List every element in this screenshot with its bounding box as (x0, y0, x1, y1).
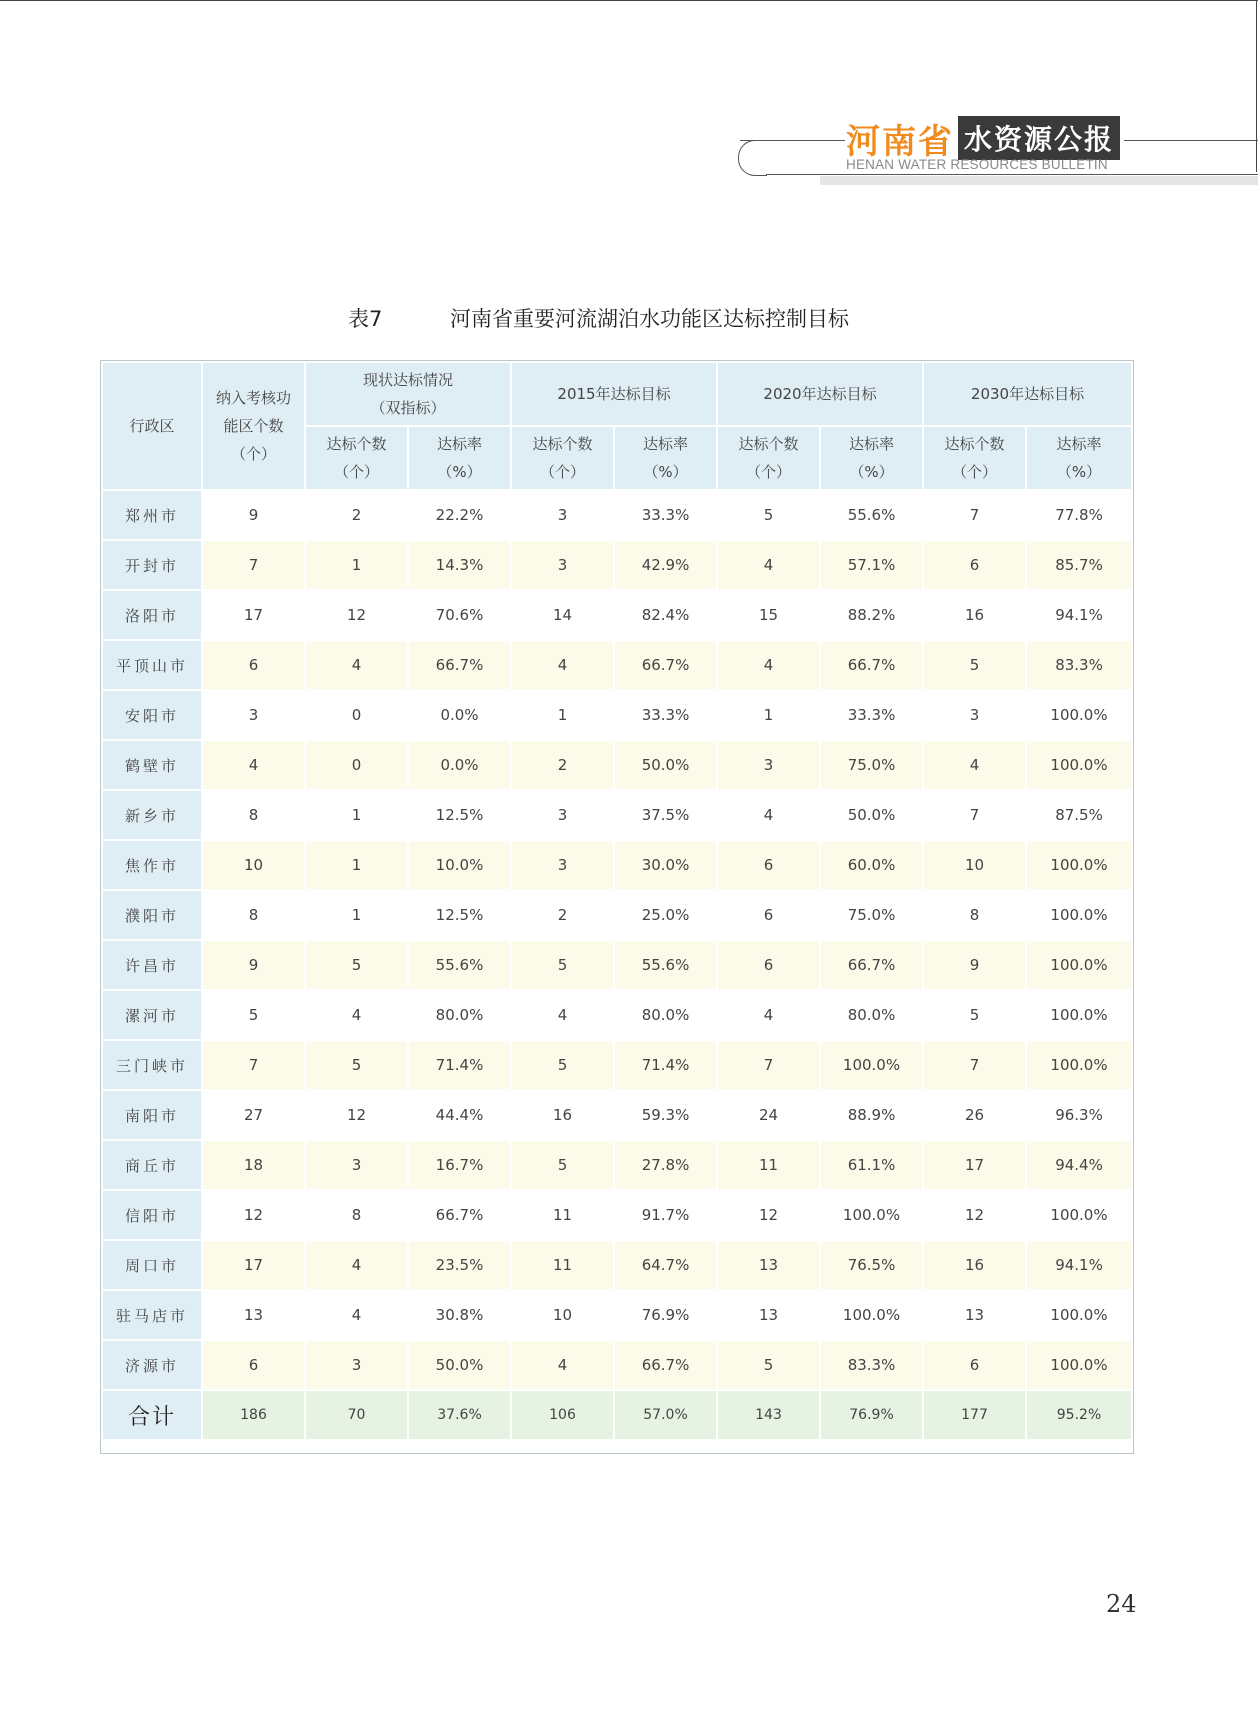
header-current-line1: 现状达标情况 (363, 371, 454, 389)
cell-2030-rate: 100.0% (1027, 1191, 1131, 1239)
cell-2030-count: 9 (924, 941, 1025, 989)
cell-current-count: 3 (306, 1141, 407, 1189)
cell-assessed: 6 (203, 641, 304, 689)
cell-2015-count: 4 (512, 991, 613, 1039)
subheader-count-unit: （个） (540, 463, 586, 481)
region-name-cell: 信阳市 (103, 1191, 201, 1239)
cell-current-count: 4 (306, 991, 407, 1039)
region-name-cell: 鹤壁市 (103, 741, 201, 789)
region-name-cell: 开封市 (103, 541, 201, 589)
cell-current-count: 2 (306, 491, 407, 539)
masthead-curve (738, 140, 767, 176)
cell-2015-count: 1 (512, 691, 613, 739)
cell-2030-count: 7 (924, 491, 1025, 539)
top-border-line (0, 0, 1258, 1)
cell-current-count: 1 (306, 541, 407, 589)
cell-2030-rate: 100.0% (1027, 1291, 1131, 1339)
subheader-rate-unit: （%） (1056, 463, 1102, 481)
subheader-2020-rate (821, 427, 922, 489)
cell-2020-rate: 100.0% (821, 1291, 922, 1339)
cell-2015-count: 3 (512, 541, 613, 589)
cell-assessed: 17 (203, 1241, 304, 1289)
header-assessed-line3: （个） (230, 445, 276, 463)
table-title: 河南省重要河流湖泊水功能区达标控制目标 (450, 307, 849, 331)
cell-2015-count: 16 (512, 1091, 613, 1139)
cell-2015-count: 11 (512, 1191, 613, 1239)
total-cell-2030-count: 177 (924, 1391, 1025, 1439)
cell-assessed: 18 (203, 1141, 304, 1189)
cell-2020-rate: 88.2% (821, 591, 922, 639)
total-cell-2020-rate: 76.9% (821, 1391, 922, 1439)
cell-2020-count: 13 (718, 1241, 819, 1289)
cell-current-rate: 12.5% (409, 791, 510, 839)
total-cell-2015-rate: 57.0% (615, 1391, 716, 1439)
cell-2015-count: 2 (512, 891, 613, 939)
cell-2030-count: 17 (924, 1141, 1025, 1189)
table-row (103, 791, 1131, 839)
cell-current-count: 0 (306, 741, 407, 789)
cell-2030-rate: 94.1% (1027, 1241, 1131, 1289)
cell-current-count: 0 (306, 691, 407, 739)
header-target-2020: 2020年达标目标 (718, 363, 922, 425)
cell-current-rate: 55.6% (409, 941, 510, 989)
cell-2030-count: 7 (924, 1041, 1025, 1089)
table-row (103, 991, 1131, 1039)
cell-2020-rate: 100.0% (821, 1041, 922, 1089)
cell-2030-count: 16 (924, 1241, 1025, 1289)
region-name-cell: 平顶山市 (103, 641, 201, 689)
cell-2015-count: 5 (512, 1041, 613, 1089)
region-name-cell: 商丘市 (103, 1141, 201, 1189)
table-number: 表7 (348, 307, 383, 331)
cell-current-count: 1 (306, 791, 407, 839)
cell-2015-count: 4 (512, 1341, 613, 1389)
subheader-2030-count (924, 427, 1025, 489)
subheader-2015-count (512, 427, 613, 489)
masthead-rule-right (1124, 140, 1258, 141)
table-body (103, 491, 1131, 1439)
cell-assessed: 3 (203, 691, 304, 739)
cell-2015-count: 5 (512, 941, 613, 989)
cell-2015-count: 3 (512, 841, 613, 889)
header-current-line2: （双指标） (370, 399, 446, 417)
cell-2020-count: 3 (718, 741, 819, 789)
cell-2020-count: 1 (718, 691, 819, 739)
subheader-rate-unit: （%） (437, 463, 482, 481)
region-name-cell: 许昌市 (103, 941, 201, 989)
subheader-count-unit: （个） (952, 463, 998, 481)
subheader-count-label: 达标个数 (326, 435, 387, 453)
cell-2020-count: 5 (718, 491, 819, 539)
subheader-count-label: 达标个数 (944, 435, 1005, 453)
table-row (103, 1291, 1131, 1339)
subheader-count-unit: （个） (333, 463, 379, 481)
cell-2030-rate: 87.5% (1027, 791, 1131, 839)
function-zone-target-table (101, 361, 1133, 1441)
cell-2030-rate: 100.0% (1027, 691, 1131, 739)
cell-2030-rate: 100.0% (1027, 1341, 1131, 1389)
cell-2030-count: 6 (924, 541, 1025, 589)
cell-assessed: 4 (203, 741, 304, 789)
header-current (306, 363, 510, 425)
cell-2020-count: 4 (718, 541, 819, 589)
region-name-cell: 南阳市 (103, 1091, 201, 1139)
cell-2020-rate: 50.0% (821, 791, 922, 839)
cell-current-rate: 66.7% (409, 1191, 510, 1239)
cell-current-rate: 0.0% (409, 741, 510, 789)
subheader-current-rate (409, 427, 510, 489)
cell-2015-rate: 50.0% (615, 741, 716, 789)
header-assessed (203, 363, 304, 489)
cell-2030-rate: 100.0% (1027, 891, 1131, 939)
header-region-label: 行政区 (129, 417, 175, 435)
cell-2020-rate: 60.0% (821, 841, 922, 889)
region-name-cell: 新乡市 (103, 791, 201, 839)
cell-2015-rate: 66.7% (615, 1341, 716, 1389)
cell-2030-count: 13 (924, 1291, 1025, 1339)
cell-current-rate: 0.0% (409, 691, 510, 739)
cell-2020-rate: 55.6% (821, 491, 922, 539)
cell-2015-rate: 27.8% (615, 1141, 716, 1189)
cell-2015-rate: 30.0% (615, 841, 716, 889)
subheader-count-label: 达标个数 (532, 435, 593, 453)
total-cell-2015-count: 106 (512, 1391, 613, 1439)
table-row (103, 1141, 1131, 1189)
cell-2015-rate: 71.4% (615, 1041, 716, 1089)
masthead-title-province: 河南省 (846, 121, 954, 162)
cell-assessed: 27 (203, 1091, 304, 1139)
subheader-rate-label: 达标率 (643, 435, 689, 453)
region-name-cell: 周口市 (103, 1241, 201, 1289)
cell-2030-rate: 100.0% (1027, 991, 1131, 1039)
cell-2015-count: 3 (512, 491, 613, 539)
cell-current-count: 5 (306, 1041, 407, 1089)
subheader-2020-count (718, 427, 819, 489)
cell-assessed: 7 (203, 1041, 304, 1089)
cell-2030-rate: 85.7% (1027, 541, 1131, 589)
cell-2030-count: 16 (924, 591, 1025, 639)
table-row (103, 1341, 1131, 1389)
cell-current-rate: 22.2% (409, 491, 510, 539)
table-row (103, 891, 1131, 939)
cell-2030-rate: 100.0% (1027, 941, 1131, 989)
cell-assessed: 5 (203, 991, 304, 1039)
cell-2020-count: 4 (718, 641, 819, 689)
masthead-title-bulletin: 水资源公报 (958, 116, 1120, 160)
cell-current-count: 12 (306, 591, 407, 639)
table-row (103, 1091, 1131, 1139)
cell-2020-rate: 75.0% (821, 891, 922, 939)
cell-2015-rate: 91.7% (615, 1191, 716, 1239)
cell-2015-rate: 33.3% (615, 691, 716, 739)
cell-2030-count: 12 (924, 1191, 1025, 1239)
cell-2020-count: 11 (718, 1141, 819, 1189)
cell-2020-rate: 75.0% (821, 741, 922, 789)
cell-current-rate: 12.5% (409, 891, 510, 939)
table-row (103, 1241, 1131, 1289)
cell-assessed: 10 (203, 841, 304, 889)
cell-2020-rate: 76.5% (821, 1241, 922, 1289)
cell-2030-count: 8 (924, 891, 1025, 939)
cell-2030-rate: 94.4% (1027, 1141, 1131, 1189)
region-name-cell: 驻马店市 (103, 1291, 201, 1339)
cell-2030-count: 4 (924, 741, 1025, 789)
total-label-cell: 合计 (103, 1391, 201, 1439)
cell-current-rate: 50.0% (409, 1341, 510, 1389)
table-row (103, 841, 1131, 889)
cell-current-count: 4 (306, 1241, 407, 1289)
cell-2015-count: 4 (512, 641, 613, 689)
cell-2015-count: 2 (512, 741, 613, 789)
cell-2015-rate: 55.6% (615, 941, 716, 989)
subheader-rate-label: 达标率 (849, 435, 895, 453)
masthead-title (846, 116, 1120, 160)
cell-2030-rate: 94.1% (1027, 591, 1131, 639)
cell-2030-count: 6 (924, 1341, 1025, 1389)
cell-2030-rate: 100.0% (1027, 841, 1131, 889)
table-frame (100, 360, 1134, 1454)
cell-2020-rate: 66.7% (821, 941, 922, 989)
cell-current-rate: 71.4% (409, 1041, 510, 1089)
cell-2020-rate: 57.1% (821, 541, 922, 589)
table-row (103, 1041, 1131, 1089)
subheader-2015-rate (615, 427, 716, 489)
table-row (103, 491, 1131, 539)
cell-2030-count: 5 (924, 991, 1025, 1039)
header-assessed-line2: 能区个数 (223, 417, 284, 435)
cell-2015-count: 11 (512, 1241, 613, 1289)
cell-2020-count: 4 (718, 991, 819, 1039)
page-number: 24 (1106, 1590, 1137, 1618)
cell-2015-count: 3 (512, 791, 613, 839)
region-name-cell: 洛阳市 (103, 591, 201, 639)
total-cell-current-rate: 37.6% (409, 1391, 510, 1439)
cell-assessed: 12 (203, 1191, 304, 1239)
region-name-cell: 漯河市 (103, 991, 201, 1039)
total-cell-2030-rate: 95.2% (1027, 1391, 1131, 1439)
cell-2020-rate: 66.7% (821, 641, 922, 689)
cell-2020-rate: 33.3% (821, 691, 922, 739)
cell-2015-rate: 80.0% (615, 991, 716, 1039)
subheader-rate-label: 达标率 (437, 435, 483, 453)
cell-current-rate: 44.4% (409, 1091, 510, 1139)
cell-2015-rate: 42.9% (615, 541, 716, 589)
subheader-2030-rate (1027, 427, 1131, 489)
cell-2015-count: 5 (512, 1141, 613, 1189)
header-region (103, 363, 201, 489)
cell-2030-rate: 100.0% (1027, 1041, 1131, 1089)
cell-2030-rate: 83.3% (1027, 641, 1131, 689)
cell-assessed: 17 (203, 591, 304, 639)
cell-2020-count: 15 (718, 591, 819, 639)
cell-current-count: 1 (306, 841, 407, 889)
cell-assessed: 9 (203, 491, 304, 539)
cell-2015-rate: 25.0% (615, 891, 716, 939)
header-target-2030: 2030年达标目标 (924, 363, 1131, 425)
cell-2020-count: 6 (718, 891, 819, 939)
cell-assessed: 8 (203, 791, 304, 839)
cell-2020-count: 4 (718, 791, 819, 839)
masthead-rule-left (740, 140, 845, 141)
cell-2020-count: 5 (718, 1341, 819, 1389)
subheader-count-unit: （个） (746, 463, 792, 481)
table-row (103, 641, 1131, 689)
cell-2015-rate: 76.9% (615, 1291, 716, 1339)
cell-current-count: 4 (306, 641, 407, 689)
cell-current-rate: 30.8% (409, 1291, 510, 1339)
cell-current-rate: 10.0% (409, 841, 510, 889)
cell-2030-rate: 100.0% (1027, 741, 1131, 789)
cell-2020-rate: 83.3% (821, 1341, 922, 1389)
cell-2020-count: 12 (718, 1191, 819, 1239)
cell-2015-rate: 66.7% (615, 641, 716, 689)
cell-assessed: 6 (203, 1341, 304, 1389)
cell-2020-rate: 80.0% (821, 991, 922, 1039)
cell-assessed: 8 (203, 891, 304, 939)
table-row (103, 941, 1131, 989)
cell-2015-rate: 33.3% (615, 491, 716, 539)
table-row (103, 741, 1131, 789)
cell-2015-rate: 37.5% (615, 791, 716, 839)
table-row (103, 691, 1131, 739)
region-name-cell: 三门峡市 (103, 1041, 201, 1089)
subheader-rate-label: 达标率 (1056, 435, 1102, 453)
cell-current-rate: 16.7% (409, 1141, 510, 1189)
subheader-current-count (306, 427, 407, 489)
cell-2015-rate: 64.7% (615, 1241, 716, 1289)
cell-2030-count: 5 (924, 641, 1025, 689)
masthead (740, 110, 1258, 190)
cell-current-rate: 70.6% (409, 591, 510, 639)
cell-2015-count: 10 (512, 1291, 613, 1339)
subheader-count-label: 达标个数 (738, 435, 799, 453)
region-name-cell: 郑州市 (103, 491, 201, 539)
cell-2030-rate: 77.8% (1027, 491, 1131, 539)
cell-2020-count: 24 (718, 1091, 819, 1139)
cell-current-rate: 23.5% (409, 1241, 510, 1289)
cell-assessed: 7 (203, 541, 304, 589)
cell-2020-count: 6 (718, 941, 819, 989)
total-cell-2020-count: 143 (718, 1391, 819, 1439)
table-row (103, 1191, 1131, 1239)
cell-current-rate: 80.0% (409, 991, 510, 1039)
cell-current-count: 3 (306, 1341, 407, 1389)
cell-2020-rate: 88.9% (821, 1091, 922, 1139)
total-cell-assessed: 186 (203, 1391, 304, 1439)
cell-2030-rate: 96.3% (1027, 1091, 1131, 1139)
masthead-rule-bottom (766, 174, 1258, 175)
subheader-rate-unit: （%） (643, 463, 688, 481)
cell-2015-rate: 82.4% (615, 591, 716, 639)
cell-current-count: 1 (306, 891, 407, 939)
table-row (103, 591, 1131, 639)
region-name-cell: 济源市 (103, 1341, 201, 1389)
cell-current-rate: 66.7% (409, 641, 510, 689)
region-name-cell: 安阳市 (103, 691, 201, 739)
cell-current-count: 5 (306, 941, 407, 989)
masthead-shadow-bar (820, 176, 1258, 185)
masthead-subtitle: HENAN WATER RESOURCES BULLETIN (846, 157, 1108, 172)
header-assessed-line1: 纳入考核功 (215, 389, 291, 407)
cell-2020-count: 6 (718, 841, 819, 889)
table-row (103, 541, 1131, 589)
header-target-2015: 2015年达标目标 (512, 363, 716, 425)
cell-assessed: 13 (203, 1291, 304, 1339)
cell-2015-rate: 59.3% (615, 1091, 716, 1139)
cell-current-rate: 14.3% (409, 541, 510, 589)
cell-current-count: 12 (306, 1091, 407, 1139)
cell-current-count: 4 (306, 1291, 407, 1339)
cell-2020-rate: 100.0% (821, 1191, 922, 1239)
region-name-cell: 焦作市 (103, 841, 201, 889)
total-cell-current-count: 70 (306, 1391, 407, 1439)
cell-2020-count: 7 (718, 1041, 819, 1089)
cell-current-count: 8 (306, 1191, 407, 1239)
cell-2020-count: 13 (718, 1291, 819, 1339)
cell-2030-count: 26 (924, 1091, 1025, 1139)
region-name-cell: 濮阳市 (103, 891, 201, 939)
cell-assessed: 9 (203, 941, 304, 989)
cell-2030-count: 7 (924, 791, 1025, 839)
cell-2030-count: 3 (924, 691, 1025, 739)
subheader-rate-unit: （%） (849, 463, 894, 481)
total-row (103, 1391, 1131, 1439)
cell-2030-count: 10 (924, 841, 1025, 889)
cell-2015-count: 14 (512, 591, 613, 639)
cell-2020-rate: 61.1% (821, 1141, 922, 1189)
